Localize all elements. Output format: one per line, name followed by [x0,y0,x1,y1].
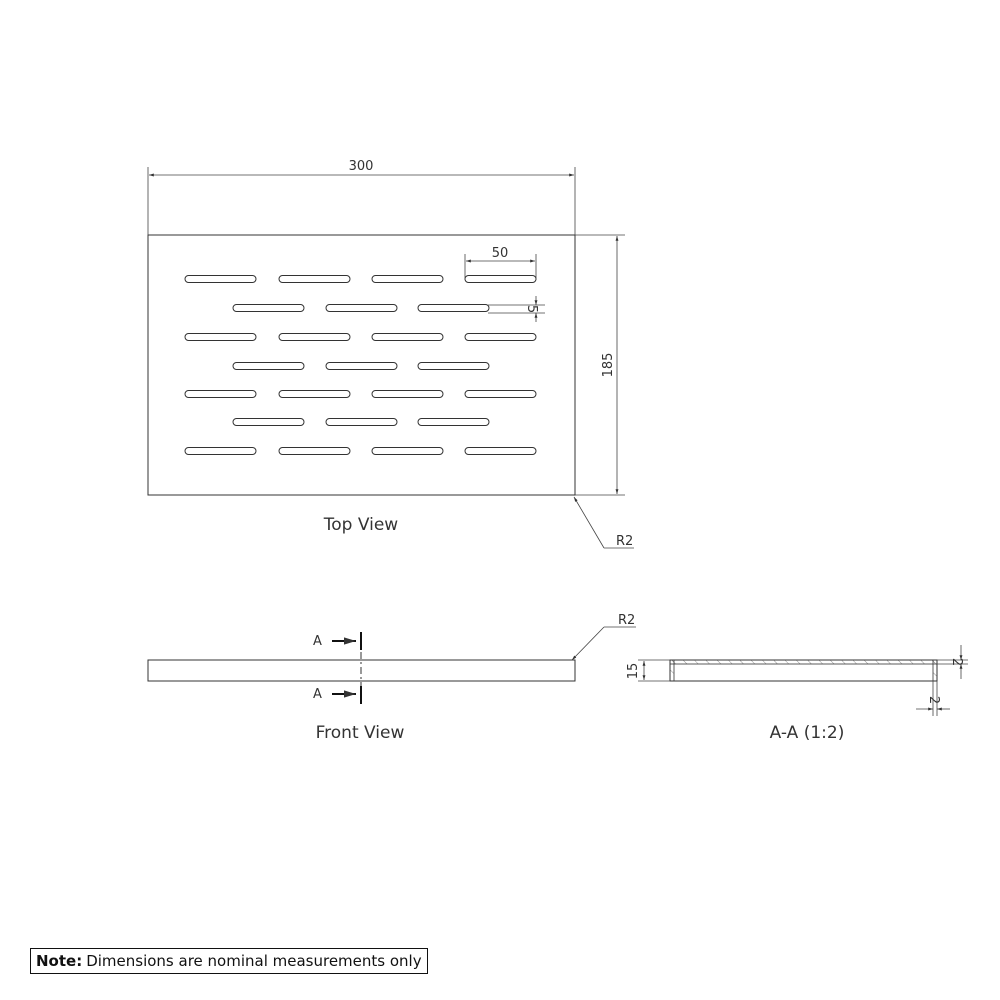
slot [418,363,489,370]
section-marker-bottom: A [313,687,322,702]
slot [326,305,397,312]
slot [418,305,489,312]
slot [233,363,304,370]
width-dimension-label: 300 [348,159,374,174]
slot-length-dimension-label: 50 [491,246,509,261]
section-cut-line [313,632,361,704]
slot [465,276,536,283]
section-wall-bottom-dimension [916,681,950,716]
width-dimension [148,159,575,235]
slot [185,391,256,398]
slot [279,391,350,398]
section-hatch-left-wall [670,660,674,681]
note-label: Note: [36,952,83,970]
section-wall-top-dimension [937,645,968,679]
slot [372,334,443,341]
corner-radius-leader [574,497,634,549]
slot [418,419,489,426]
top-view-outline [148,235,575,495]
slot [372,276,443,283]
section-wall-bottom-label: 2 [926,695,941,705]
height-dimension [575,235,625,495]
section-hatch-top [670,660,937,664]
slot [465,391,536,398]
slot [279,334,350,341]
note-box [30,948,428,974]
slot [233,419,304,426]
front-view [148,613,636,743]
corner-radius-label: R2 [616,534,634,549]
section-hatch-right-wall [933,660,937,681]
slot [233,305,304,312]
top-view [148,159,634,549]
section-view [626,645,968,743]
section-thickness-dimension [626,660,670,681]
section-marker-top: A [313,634,322,649]
section-wall-top-label: 2 [949,657,964,667]
slot [372,448,443,455]
note-text: Dimensions are nominal measurements only [86,952,422,970]
slot [326,419,397,426]
slot [326,363,397,370]
slot [185,448,256,455]
slot [185,276,256,283]
section-thickness-label: 15 [626,662,641,680]
slot [465,334,536,341]
top-view-caption: Top View [323,515,399,535]
slot [465,448,536,455]
slot [279,448,350,455]
front-radius-leader [572,613,636,660]
slot [185,334,256,341]
slot-width-dimension [488,296,545,322]
slot-grid [185,276,536,455]
slot [279,276,350,283]
section-view-caption: A-A (1:2) [769,723,845,743]
slot-length-dimension [465,246,536,280]
front-radius-label: R2 [618,613,636,628]
slot-width-dimension-label: 5 [524,304,539,314]
slot [372,391,443,398]
height-dimension-label: 185 [601,352,616,378]
front-view-caption: Front View [315,723,405,743]
